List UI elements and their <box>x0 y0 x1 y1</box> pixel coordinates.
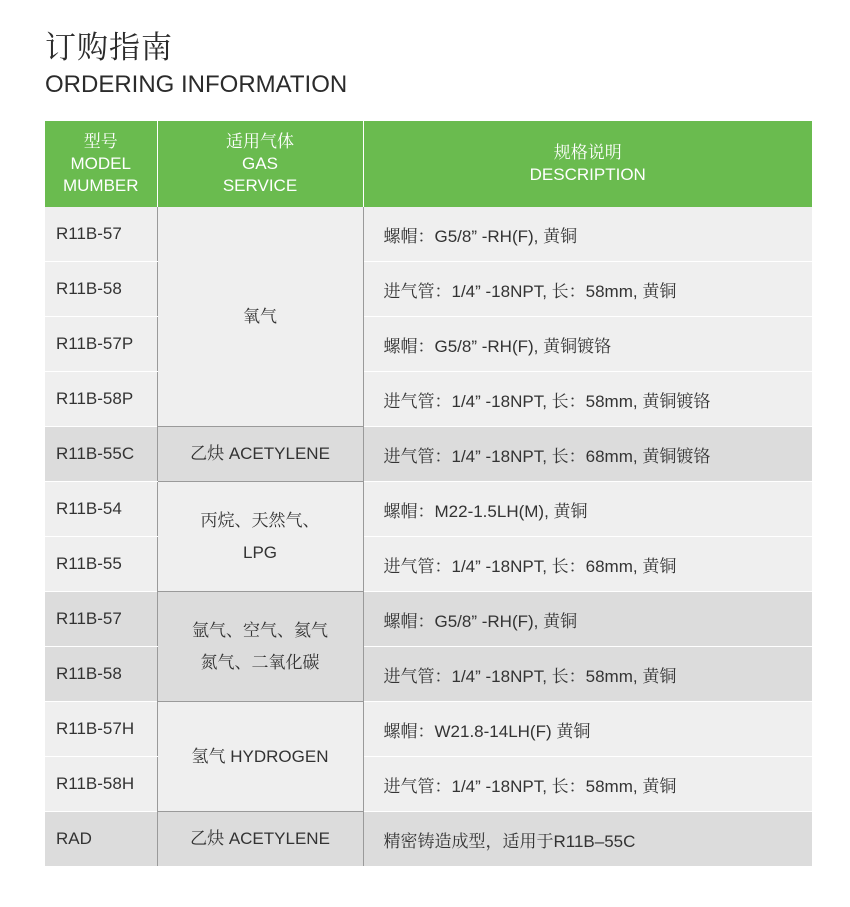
desc-cell: 进气管：1/4” -18NPT, 长：58mm, 黄铜 <box>363 647 812 702</box>
model-cell: R11B-55C <box>45 427 157 482</box>
desc-cell: 进气管：1/4” -18NPT, 长：58mm, 黄铜 <box>363 757 812 812</box>
desc-cell: 螺帽：G5/8” -RH(F), 黄铜镀铬 <box>363 317 812 372</box>
table-row <box>45 427 812 482</box>
table-row <box>45 702 812 757</box>
gas-cell <box>157 207 363 427</box>
header-desc <box>363 121 812 207</box>
table-header-row <box>45 121 812 207</box>
gas-line: 氧气 <box>243 306 277 326</box>
header-desc-cn: 规格说明 <box>553 143 622 162</box>
desc-cell: 精密铸造成型，适用于R11B–55C <box>363 812 812 867</box>
desc-cell: 进气管：1/4” -18NPT, 长：58mm, 黄铜 <box>363 262 812 317</box>
gas-line: 氢气 HYDROGEN <box>191 746 329 766</box>
header-gas <box>157 121 363 207</box>
model-cell: R11B-58H <box>45 757 157 812</box>
model-cell: R11B-57P <box>45 317 157 372</box>
ordering-table <box>45 121 812 866</box>
model-cell: R11B-58 <box>45 262 157 317</box>
gas-line: 氩气、空气、氦气 <box>192 620 328 640</box>
desc-cell: 螺帽：G5/8” -RH(F), 黄铜 <box>363 592 812 647</box>
gas-cell <box>157 427 363 482</box>
desc-cell: 进气管：1/4” -18NPT, 长：68mm, 黄铜 <box>363 537 812 592</box>
table-row <box>45 482 812 537</box>
model-cell: RAD <box>45 812 157 867</box>
model-cell: R11B-57H <box>45 702 157 757</box>
gas-line: 丙烷、天然气、 <box>200 510 320 530</box>
table-row <box>45 207 812 262</box>
header-desc-en: DESCRIPTION <box>529 165 646 184</box>
model-cell: R11B-55 <box>45 537 157 592</box>
header-model-cn: 型号 <box>83 132 118 151</box>
table-row <box>45 592 812 647</box>
header-gas-en2: SERVICE <box>222 176 298 195</box>
desc-cell: 螺帽：G5/8” -RH(F), 黄铜 <box>363 207 812 262</box>
gas-line: 乙炔 ACETYLENE <box>190 444 330 463</box>
gas-line: 乙炔 ACETYLENE <box>190 829 330 848</box>
desc-cell: 进气管：1/4” -18NPT, 长：68mm, 黄铜镀铬 <box>363 427 812 482</box>
header-model-en: MODEL <box>70 154 131 173</box>
header-gas-cn: 适用气体 <box>226 132 294 151</box>
header-model <box>45 121 157 207</box>
gas-cell <box>157 812 363 867</box>
model-cell: R11B-54 <box>45 482 157 537</box>
gas-cell <box>157 482 363 592</box>
table-row <box>45 812 812 867</box>
header-gas-en: GAS <box>242 154 278 173</box>
desc-cell: 螺帽：W21.8-14LH(F) 黄铜 <box>363 702 812 757</box>
page-title-cn: 订购指南 <box>45 30 173 66</box>
gas-cell <box>157 592 363 702</box>
gas-cell <box>157 702 363 812</box>
model-cell: R11B-57 <box>45 592 157 647</box>
page-title-en: ORDERING INFORMATION <box>45 71 348 98</box>
model-cell: R11B-58P <box>45 372 157 427</box>
desc-cell: 螺帽：M22-1.5LH(M), 黄铜 <box>363 482 812 537</box>
model-cell: R11B-58 <box>45 647 157 702</box>
desc-cell: 进气管：1/4” -18NPT, 长：58mm, 黄铜镀铬 <box>363 372 812 427</box>
header-model-en2: MUMBER <box>62 176 139 195</box>
gas-line: LPG <box>242 542 278 562</box>
gas-line: 氮气、二氧化碳 <box>200 652 320 672</box>
model-cell: R11B-57 <box>45 207 157 262</box>
